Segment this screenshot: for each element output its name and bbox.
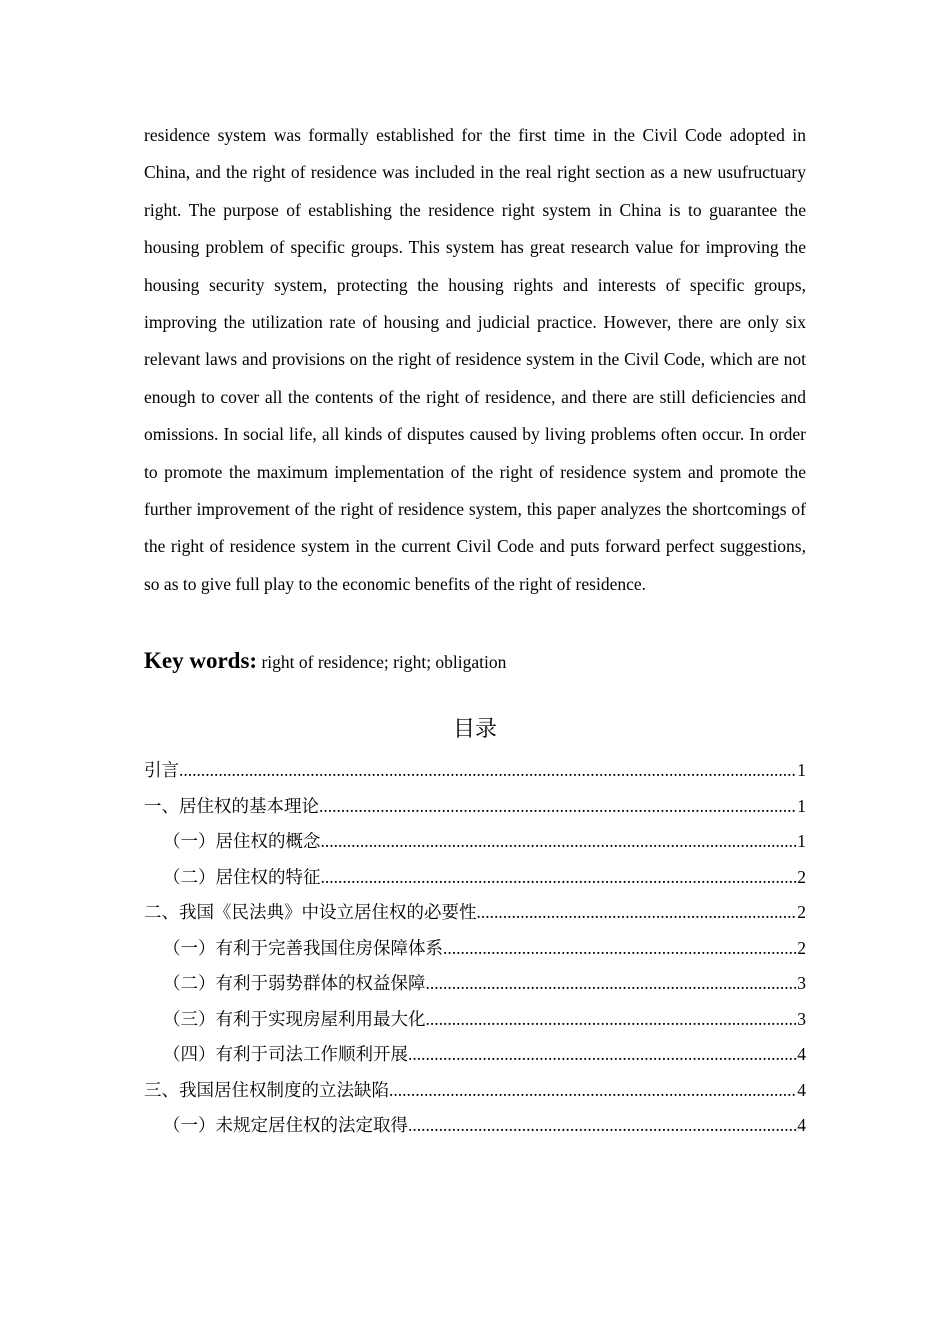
toc-entry-text: （四）有利于司法工作顺利开展 bbox=[163, 1044, 408, 1065]
toc-title: 目录 bbox=[452, 717, 497, 743]
toc-leader-dots bbox=[321, 860, 798, 896]
toc-entry-section-3-1[interactable] bbox=[144, 1108, 806, 1144]
toc-leader-dots bbox=[389, 1073, 797, 1109]
toc-entry-section-1[interactable] bbox=[144, 789, 806, 825]
toc-page-number: 2 bbox=[797, 866, 806, 887]
toc-entry-text: 三、我国居住权制度的立法缺陷 bbox=[144, 1079, 389, 1100]
toc-entry-text: （二）有利于弱势群体的权益保障 bbox=[163, 973, 426, 994]
toc-entry-text: 引言 bbox=[144, 760, 179, 781]
toc-page-number: 1 bbox=[797, 760, 806, 781]
keywords-label: Key words: bbox=[144, 648, 258, 674]
toc-entry-section-3[interactable] bbox=[144, 1073, 806, 1109]
toc-page-number: 1 bbox=[797, 795, 806, 816]
page-content bbox=[144, 117, 806, 1144]
toc-entry-section-2[interactable] bbox=[144, 895, 806, 931]
toc-page-number: 3 bbox=[797, 973, 806, 994]
toc-leader-dots bbox=[426, 966, 798, 1002]
toc-entry-section-2-3[interactable] bbox=[144, 1002, 806, 1038]
toc-entry-text: （一）未规定居住权的法定取得 bbox=[163, 1115, 408, 1136]
toc-page-number: 2 bbox=[797, 902, 806, 923]
toc-page-number: 3 bbox=[797, 1008, 806, 1029]
toc-page-number: 1 bbox=[797, 831, 806, 852]
toc-entry-text: （三）有利于实现房屋利用最大化 bbox=[163, 1008, 426, 1029]
toc-entry-text: 二、我国《民法典》中设立居住权的必要性 bbox=[144, 902, 477, 923]
toc-leader-dots bbox=[319, 789, 797, 825]
toc-page-number: 4 bbox=[797, 1079, 806, 1100]
keywords-value: right of residence; right; obligation bbox=[257, 652, 507, 673]
abstract-paragraph: residence system was formally established for the first time in the Civil Code adopted in China, and the right of residence was included in the real right section as a new usufructuary right. The purpose of establishing the residence right system in China is to guarantee the housing problem of specific groups. This system has great research value for improving the housing security system, protecting the housing rights and interests of specific groups, improving the utilization rate of housing and judicial practice. However, there are only six relevant laws and provisions on the right of residence system in the Civil Code, which are not enough to cover all the contents of the right of residence, and there are still deficiencies and omissions. In social life, all kinds of disputes caused by living problems often occur. In order to promote the maximum implementation of the right of residence system and promote the further improvement of the right of residence system, this paper analyzes the shortcomings of the right of residence system in the current Civil Code and puts forward perfect suggestions, so as to give full play to the economic benefits of the right of residence. bbox=[144, 125, 806, 594]
toc-entry-intro[interactable] bbox=[144, 753, 806, 789]
toc-page-number: 4 bbox=[797, 1044, 806, 1065]
toc-entry-text: （二）居住权的特征 bbox=[163, 866, 321, 887]
toc-leader-dots bbox=[408, 1108, 797, 1144]
toc-leader-dots bbox=[321, 824, 798, 860]
toc-entry-section-2-1[interactable] bbox=[144, 931, 806, 967]
toc-leader-dots bbox=[443, 931, 797, 967]
toc-leader-dots bbox=[426, 1002, 798, 1038]
toc-entry-text: （一）居住权的概念 bbox=[163, 831, 321, 852]
toc-entry-section-2-4[interactable] bbox=[144, 1037, 806, 1073]
toc-entry-section-2-2[interactable] bbox=[144, 966, 806, 1002]
keywords-line bbox=[144, 646, 806, 677]
toc-leader-dots bbox=[408, 1037, 797, 1073]
toc-page-number: 4 bbox=[797, 1115, 806, 1136]
table-of-contents bbox=[144, 753, 806, 1144]
toc-entry-section-1-2[interactable] bbox=[144, 860, 806, 896]
toc-leader-dots bbox=[179, 753, 797, 789]
toc-entry-section-1-1[interactable] bbox=[144, 824, 806, 860]
toc-entry-text: （一）有利于完善我国住房保障体系 bbox=[163, 937, 443, 958]
toc-leader-dots bbox=[477, 895, 798, 931]
toc-page-number: 2 bbox=[797, 937, 806, 958]
toc-entry-text: 一、居住权的基本理论 bbox=[144, 795, 319, 816]
